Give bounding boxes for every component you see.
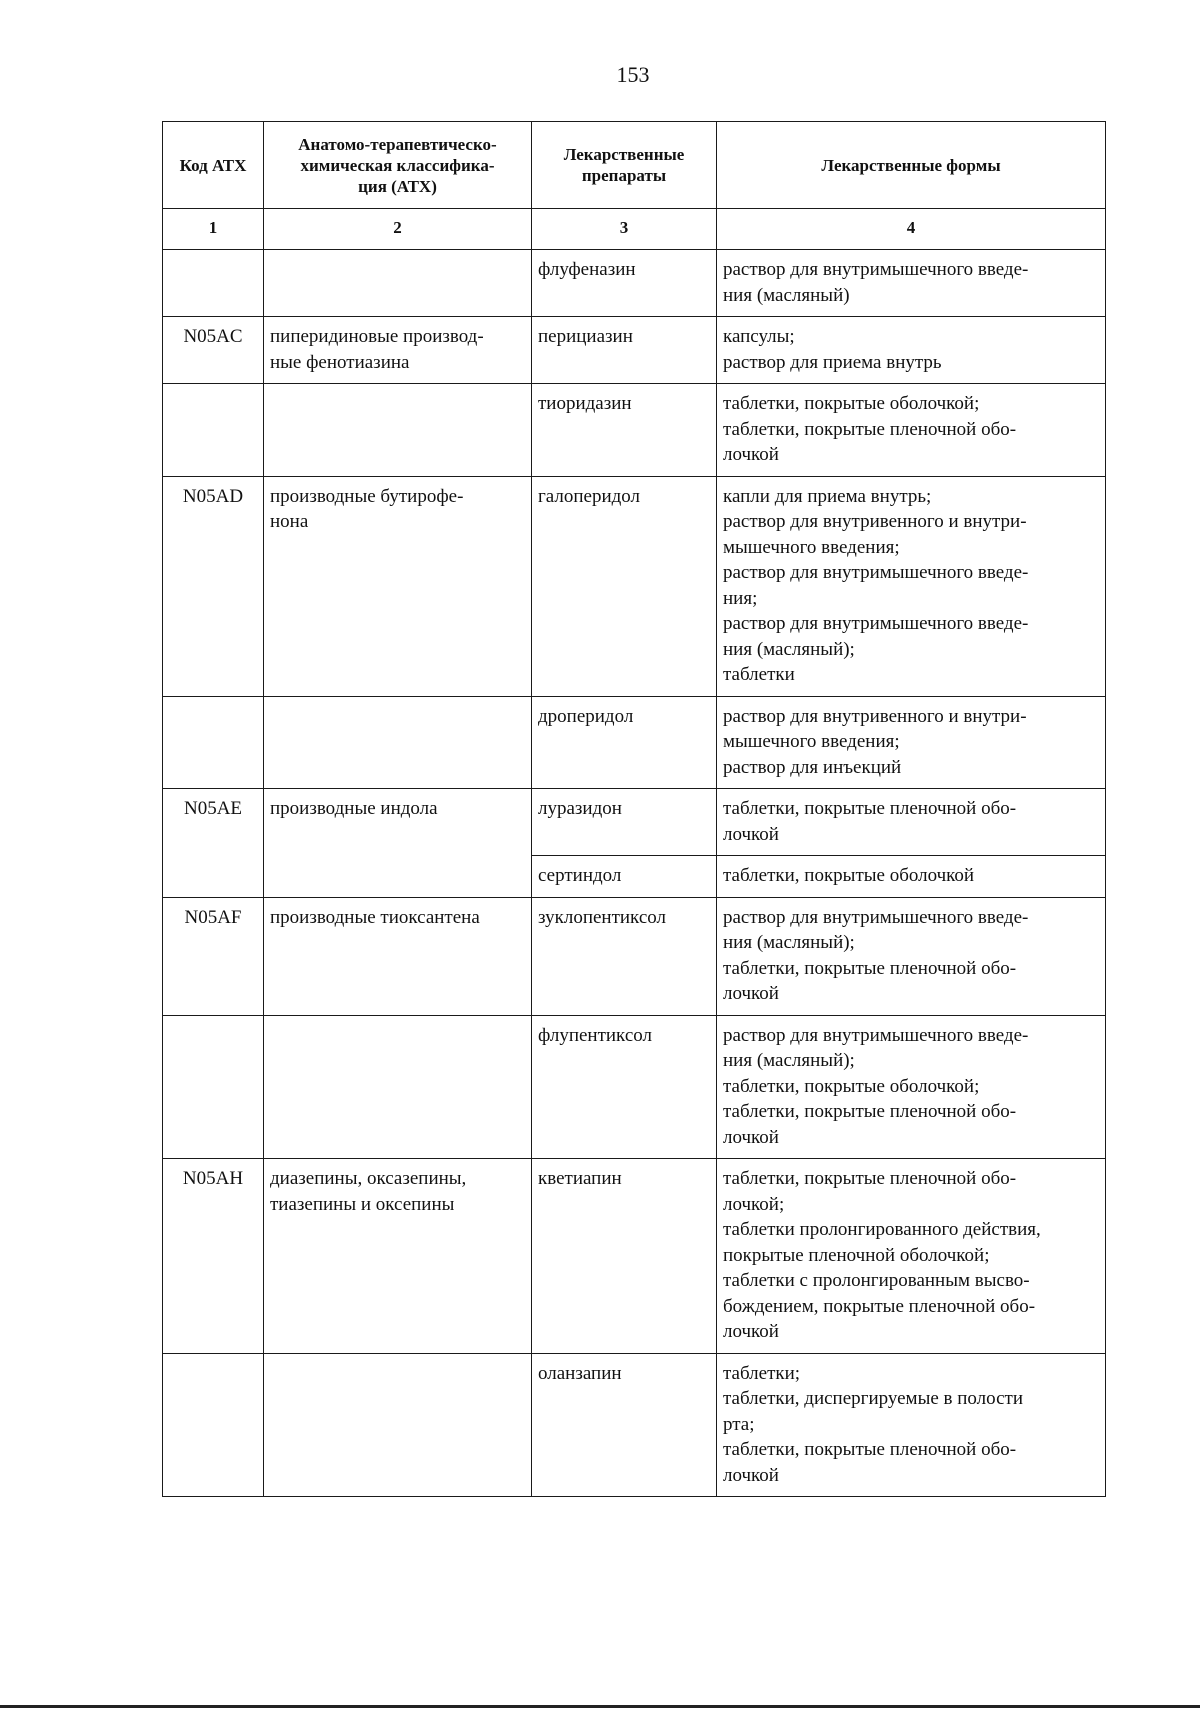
classification-cell bbox=[264, 897, 532, 1015]
dosage-form-line: раствор для внутримышечного введе- bbox=[723, 562, 1029, 583]
dosage-form-line: таблетки bbox=[723, 664, 795, 685]
dosage-form-line: ния (масляный); bbox=[723, 932, 855, 953]
dosage-form-line: ния (масляный); bbox=[723, 638, 855, 660]
drug-name-cell: луразидон bbox=[532, 789, 717, 856]
header-row bbox=[163, 122, 1106, 209]
dosage-forms-cell bbox=[717, 317, 1106, 384]
atx-table bbox=[162, 121, 1106, 1497]
atx-code-cell: N05AH bbox=[163, 1159, 264, 1354]
dosage-form-line: раствор для внутримышечного введе- bbox=[723, 1024, 1029, 1046]
atx-code-cell: N05AE bbox=[163, 789, 264, 898]
classification-cell bbox=[264, 1159, 532, 1354]
dosage-form-line: таблетки, покрытые пленочной обо- bbox=[723, 1168, 1017, 1189]
header-code: Код АТХ bbox=[163, 122, 264, 209]
header-forms: Лекарственные формы bbox=[717, 122, 1106, 209]
dosage-form-line: лочкой bbox=[723, 1321, 779, 1342]
drug-name-cell: галоперидол bbox=[532, 476, 717, 696]
column-number-row bbox=[163, 209, 1106, 250]
dosage-forms-cell bbox=[717, 1015, 1106, 1159]
table-row bbox=[163, 1353, 1106, 1497]
header-classification-line: химическая классифика- bbox=[300, 155, 495, 175]
classification-cell bbox=[264, 1353, 532, 1497]
atx-code-cell: N05AC bbox=[163, 317, 264, 384]
dosage-form-line: раствор для инъекций bbox=[723, 756, 902, 778]
dosage-form-line: ния (масляный); bbox=[723, 1050, 855, 1071]
dosage-forms-cell bbox=[717, 384, 1106, 477]
classification-line: производные индола bbox=[270, 798, 438, 819]
dosage-forms-cell bbox=[717, 789, 1106, 856]
dosage-forms-cell bbox=[717, 897, 1106, 1015]
dosage-form-line: лочкой bbox=[723, 983, 779, 1004]
classification-line: тиазепины и оксепины bbox=[270, 1193, 455, 1215]
table-row bbox=[163, 1159, 1106, 1354]
atx-code-cell bbox=[163, 696, 264, 789]
scan-edge-line bbox=[0, 1705, 1200, 1708]
dosage-forms-cell bbox=[717, 1159, 1106, 1354]
column-number: 4 bbox=[717, 209, 1106, 250]
dosage-form-line: мышечного введения; bbox=[723, 536, 900, 558]
table-row bbox=[163, 384, 1106, 477]
drug-name-cell: перициазин bbox=[532, 317, 717, 384]
drug-name-cell: тиоридазин bbox=[532, 384, 717, 477]
dosage-forms-cell bbox=[717, 476, 1106, 696]
table-row bbox=[163, 789, 1106, 856]
table-body bbox=[163, 250, 1106, 1497]
dosage-form-line: лочкой bbox=[723, 823, 779, 845]
atx-code-cell: N05AD bbox=[163, 476, 264, 696]
dosage-form-line: таблетки пролонгированного действия, bbox=[723, 1219, 1041, 1240]
header-drugs bbox=[532, 122, 717, 209]
classification-cell bbox=[264, 384, 532, 477]
dosage-form-line: ния; bbox=[723, 587, 758, 609]
drug-name-cell: дроперидол bbox=[532, 696, 717, 789]
dosage-form-line: раствор для внутримышечного введе- bbox=[723, 613, 1029, 634]
dosage-form-line: капсулы; bbox=[723, 326, 795, 347]
table-row bbox=[163, 1015, 1106, 1159]
atx-code-cell bbox=[163, 250, 264, 317]
dosage-form-line: таблетки, покрытые оболочкой bbox=[723, 865, 975, 886]
dosage-form-line: раствор для внутривенного и внутри- bbox=[723, 705, 1027, 727]
dosage-form-line: таблетки, покрытые оболочкой; bbox=[723, 393, 980, 414]
dosage-forms-cell bbox=[717, 696, 1106, 789]
dosage-form-line: ния (масляный) bbox=[723, 284, 850, 306]
atx-code-cell bbox=[163, 384, 264, 477]
dosage-form-line: таблетки, диспергируемые в полости bbox=[723, 1388, 1024, 1409]
drug-name-cell: флупентиксол bbox=[532, 1015, 717, 1159]
dosage-form-line: таблетки с пролонгированным высво- bbox=[723, 1270, 1030, 1291]
header-classification-line: Анатомо-терапевтическо- bbox=[298, 134, 497, 154]
drug-name-cell: кветиапин bbox=[532, 1159, 717, 1354]
dosage-form-line: лочкой bbox=[723, 444, 779, 465]
dosage-form-line: бождением, покрытые пленочной обо- bbox=[723, 1295, 1036, 1317]
dosage-form-line: рта; bbox=[723, 1413, 755, 1435]
classification-line: производные тиоксантена bbox=[270, 906, 480, 928]
atx-code-cell: N05AF bbox=[163, 897, 264, 1015]
atx-code-cell bbox=[163, 1353, 264, 1497]
classification-line: пиперидиновые производ- bbox=[270, 326, 484, 347]
dosage-form-line: мышечного введения; bbox=[723, 731, 900, 752]
dosage-form-line: таблетки, покрытые оболочкой; bbox=[723, 1075, 980, 1097]
dosage-forms-cell bbox=[717, 250, 1106, 317]
classification-cell bbox=[264, 317, 532, 384]
dosage-form-line: таблетки, покрытые пленочной обо- bbox=[723, 798, 1017, 819]
dosage-form-line: раствор для внутримышечного введе- bbox=[723, 259, 1029, 280]
drug-name-cell: сертиндол bbox=[532, 856, 717, 898]
dosage-form-line: капли для приема внутрь; bbox=[723, 485, 932, 507]
table-row bbox=[163, 317, 1106, 384]
table-row bbox=[163, 250, 1106, 317]
classification-line: нона bbox=[270, 511, 309, 532]
table-row bbox=[163, 476, 1106, 696]
dosage-form-line: лочкой bbox=[723, 1126, 779, 1148]
dosage-form-line: таблетки, покрытые пленочной обо- bbox=[723, 1101, 1017, 1122]
header-drugs-line: Лекарственные bbox=[563, 145, 685, 164]
dosage-forms-cell bbox=[717, 1353, 1106, 1497]
dosage-form-line: таблетки, покрытые пленочной обо- bbox=[723, 957, 1017, 979]
drug-name-cell: оланзапин bbox=[532, 1353, 717, 1497]
column-number: 2 bbox=[264, 209, 532, 250]
classification-cell bbox=[264, 789, 532, 898]
dosage-form-line: таблетки, покрытые пленочной обо- bbox=[723, 1439, 1017, 1460]
classification-line: диазепины, оксазепины, bbox=[270, 1168, 467, 1189]
classification-cell bbox=[264, 1015, 532, 1159]
dosage-form-line: раствор для внутримышечного введе- bbox=[723, 906, 1029, 928]
dosage-form-line: раствор для приема внутрь bbox=[723, 351, 942, 373]
column-number: 1 bbox=[163, 209, 264, 250]
header-drugs-line: препараты bbox=[581, 166, 667, 185]
atx-code-cell bbox=[163, 1015, 264, 1159]
dosage-forms-cell bbox=[717, 856, 1106, 898]
dosage-form-line: таблетки; bbox=[723, 1362, 801, 1384]
drug-name-cell: флуфеназин bbox=[532, 250, 717, 317]
table-row bbox=[163, 897, 1106, 1015]
classification-line: ные фенотиазина bbox=[270, 351, 410, 373]
classification-cell bbox=[264, 250, 532, 317]
dosage-form-line: лочкой bbox=[723, 1464, 779, 1486]
dosage-form-line: таблетки, покрытые пленочной обо- bbox=[723, 418, 1017, 440]
drug-name-cell: зуклопентиксол bbox=[532, 897, 717, 1015]
header-classification bbox=[264, 122, 532, 209]
header-classification-line: ция (АТХ) bbox=[358, 176, 437, 196]
dosage-form-line: раствор для внутривенного и внутри- bbox=[723, 511, 1027, 532]
classification-line: производные бутирофе- bbox=[270, 485, 464, 507]
column-number: 3 bbox=[532, 209, 717, 250]
classification-cell bbox=[264, 696, 532, 789]
dosage-form-line: лочкой; bbox=[723, 1193, 785, 1215]
page-number: 153 bbox=[616, 62, 650, 87]
classification-cell bbox=[264, 476, 532, 696]
table-row bbox=[163, 696, 1106, 789]
dosage-form-line: покрытые пленочной оболочкой; bbox=[723, 1244, 990, 1266]
